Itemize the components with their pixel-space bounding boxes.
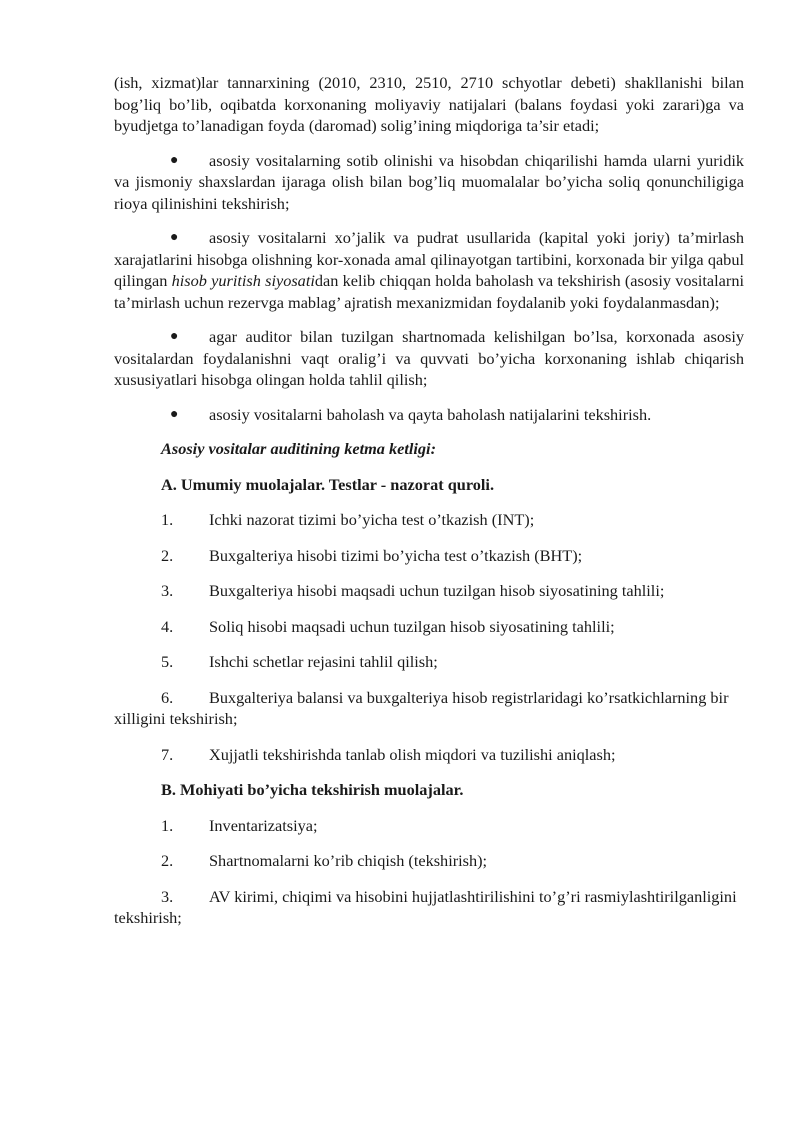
list-text: Shartnomalarni ko’rib chiqish (tekshirish); [209,851,488,870]
list-item [114,616,744,638]
list-item [114,886,744,929]
bullet-item [114,227,744,313]
bullet-text: asosiy vositalarni baholash va qayta baholash natijalarini tekshirish. [209,404,652,424]
intro-paragraph: (ish, xizmat)lar tannarxining (2010, 2310, 2510, 2710 schyotlar debeti) shakllanishi bilan bog’liq bo’lib, oqibatda korxonaning moliyaviy natijalari (balans foydasi yoki zarari)ga va byudjetga to’lanadigan foyda (daromad) solig’ining miqdoriga ta’sir etadi; [114,73,744,135]
list-number: 5. [161,652,174,671]
list-text: Ishchi schetlar rejasini tahlil qilish; [209,652,438,671]
section-b-title: B. Mohiyati bo’yicha tekshirish muolajalar. [161,780,464,799]
list-item [114,545,744,567]
section-a-title: A. Umumiy muolajalar. Testlar - nazorat quroli. [161,474,495,494]
list-number: 6. [161,687,174,707]
bullet-emphasis: hisob yuritish siyosati [171,271,315,290]
list-number: 1. [161,815,174,835]
list-text: Xujjatli tekshirishda tanlab olish miqdori va tuzilishi aniqlash; [209,744,616,764]
list-item [114,687,744,730]
bullet-icon: ● [170,329,179,344]
bullet-item [114,326,744,391]
list-text: AV kirimi, chiqimi va hisobini hujjatlashtirilishini to’g’ri rasmiylashtirilganligini tekshirish; [114,886,737,927]
list-item [114,815,744,837]
list-text: Buxgalteriya hisobi maqsadi uchun tuzilgan hisob siyosatining tahlili; [209,581,665,600]
list-text: Inventarizatsiya; [209,815,318,835]
bullet-text: asosiy vositalarni xo’jalik va pudrat usullarida (kapital yoki joriy) ta’mirlash xarajatlarini hisobga olishning kor-xonada amal qilinayotgan tartibini, korxonada bir yilga qabul qilingan [114,228,744,290]
list-number: 2. [161,545,174,565]
bullet-text: asosiy vositalarning sotib olinishi va hisobdan chiqarilishi hamda ularni yuridik va jismoniy shaxslardan ijaraga olish bilan bog’liq muomalalar bo’yicha soliq qonunchiligiga rioya qilinishini tekshirish; [114,150,744,213]
bullet-icon: ● [170,152,179,168]
list-number: 4. [161,616,174,636]
list-text: Soliq hisobi maqsadi uchun tuzilgan hisob siyosatining tahlili; [209,616,615,636]
bullet-icon: ● [170,406,179,422]
document-page [114,72,744,943]
list-item [114,744,744,766]
list-number: 3. [161,886,174,906]
bullet-text: agar auditor bilan tuzilgan shartnomada kelishilgan bo’lsa, korxonada asosiy vositalardan foydalanishni vaqt oralig’i va quvvati bo’yicha korxonaning ishlab chiqarish xususiyatlari hisobga olingan holda tahlil qilish; [114,327,744,389]
section-b-list [114,815,744,929]
list-item [114,850,744,872]
section-a-list [114,509,744,765]
list-text: Buxgalteriya hisobi tizimi bo’yicha test o’tkazish (BHT); [209,545,583,565]
bullet-item [114,404,744,426]
bullet-text: dan kelib chiqqan holda baholash va tekshirish (asosiy vositalarni ta’mirlash uchun rezervga mablag’ ajratish mexanizmidan foydalanib yoki foydalanmasdan); [114,271,744,312]
list-item [114,651,744,673]
list-item [114,509,744,531]
list-item [114,580,744,602]
list-text: Ichki nazorat tizimi bo’yicha test o’tkazish (INT); [209,510,535,529]
list-number: 2. [161,851,174,870]
bullet-item [114,150,744,215]
sequence-title: Asosiy vositalar auditining ketma ketligi: [161,439,436,458]
bullet-icon: ● [170,230,179,245]
list-number: 7. [161,744,174,764]
list-number: 1. [161,510,174,529]
list-text: Buxgalteriya balansi va buxgalteriya hisob registrlaridagi ko’rsatkichlarning bir xilligini tekshirish; [114,687,729,728]
list-number: 3. [161,581,174,600]
